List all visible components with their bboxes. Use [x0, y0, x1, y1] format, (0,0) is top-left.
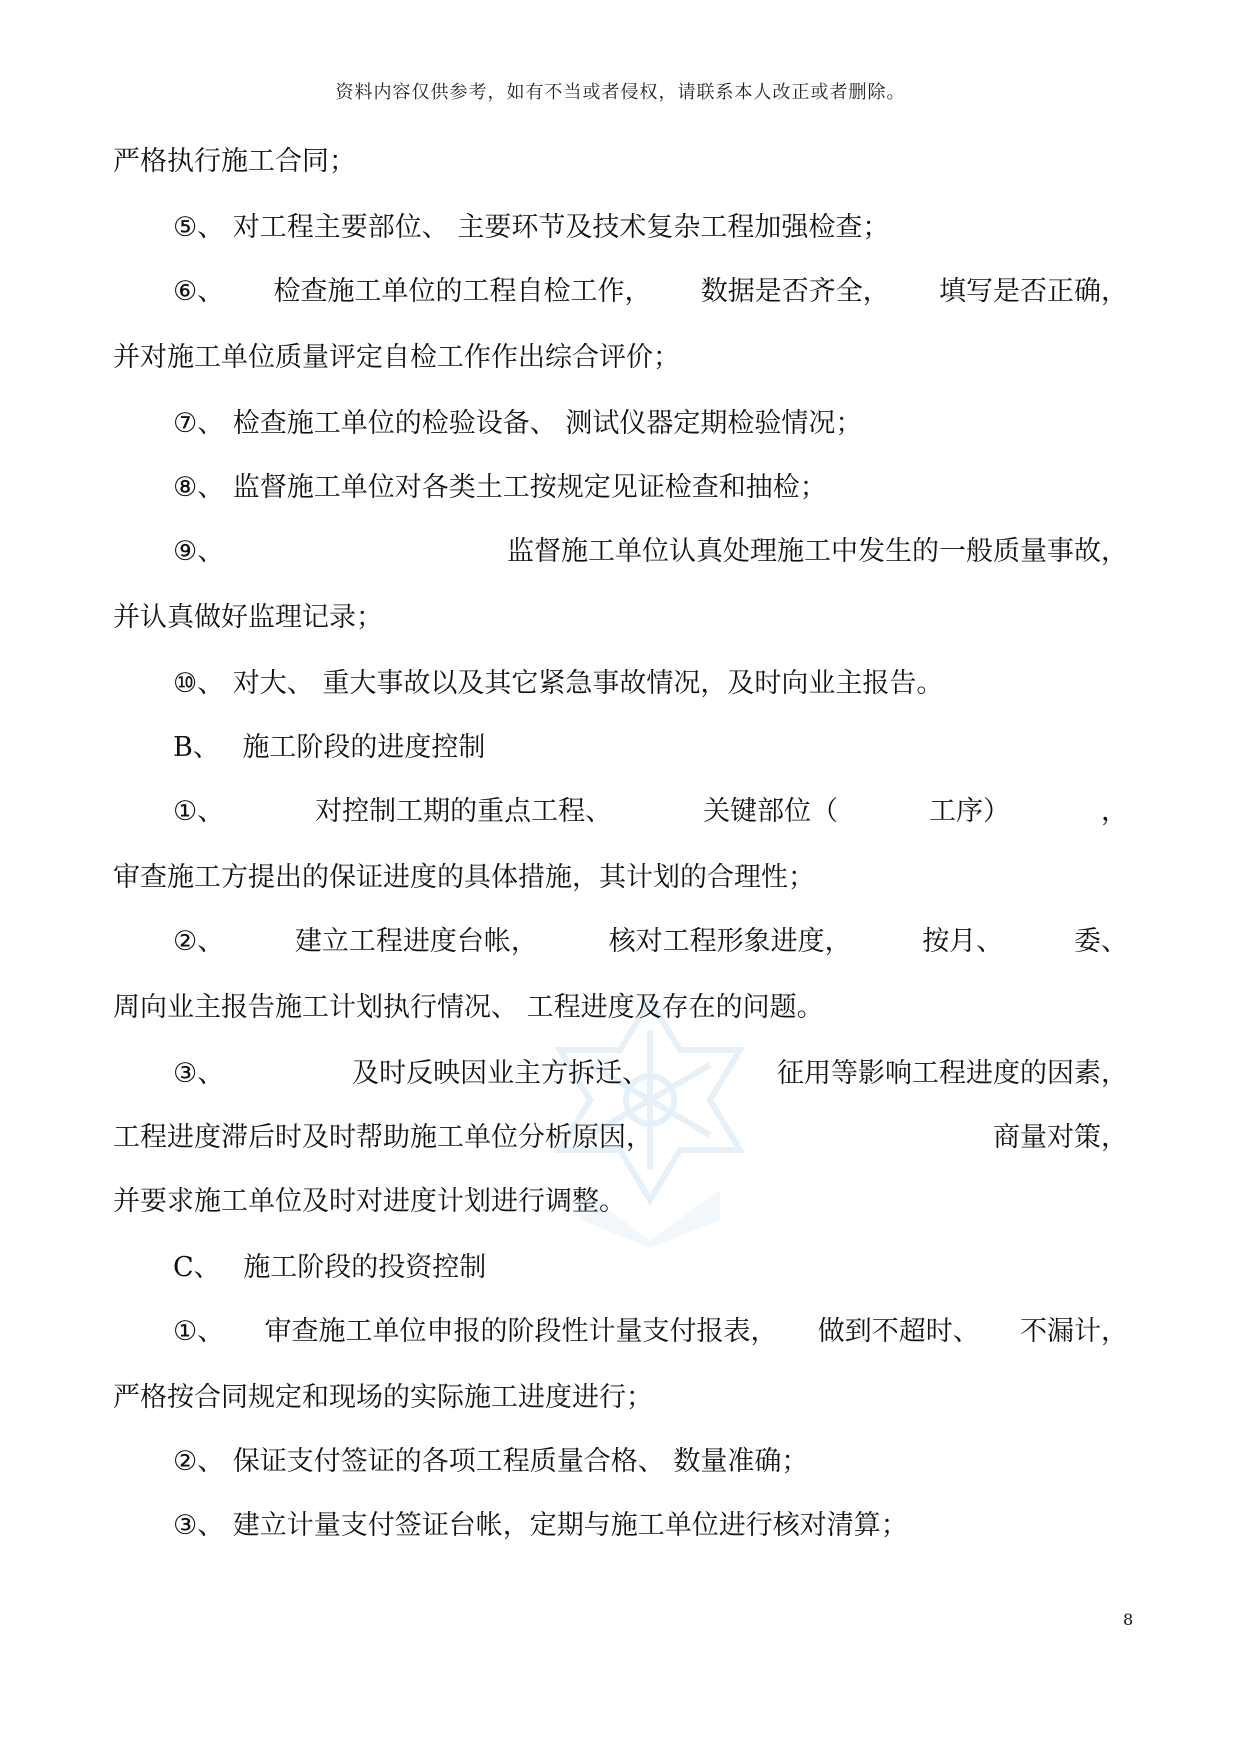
item-segment: 及时反映因业主方拆迁、: [352, 1058, 650, 1089]
item-marker: ⑥、: [173, 276, 225, 307]
page-number: 8: [1123, 1610, 1134, 1629]
item-segment: 建立工程进度台帐，: [294, 926, 538, 957]
section-title: 施工阶段的投资控制: [243, 1252, 487, 1283]
paragraph-line: 并对施工单位质量评定自检工作作出综合评价；: [113, 342, 680, 373]
line-segment: 商量对策，: [993, 1122, 1128, 1153]
item-segment: 征用等影响工程进度的因素，: [777, 1058, 1128, 1089]
item-segment: 核对工程形象进度，: [608, 926, 852, 957]
item-segment: 监督施工单位认真处理施工中发生的一般质量事故，: [507, 536, 1128, 567]
item-marker: ②、: [173, 926, 225, 957]
item-segment: 按月、: [922, 926, 1004, 957]
item-segment: 工序）: [929, 796, 1011, 827]
item-segment: 数据是否齐全，: [700, 276, 890, 307]
list-item: ②、 保证支付签证的各项工程质量合格、 数量准确；: [173, 1446, 809, 1477]
item-segment: 委、: [1073, 926, 1128, 957]
paragraph-line: 严格按合同规定和现场的实际施工进度进行；: [113, 1382, 653, 1413]
paragraph-line: [113, 1118, 1128, 1158]
item-marker: ①、: [173, 1316, 225, 1347]
paragraph-line: 严格执行施工合同；: [113, 146, 356, 177]
item-segment: 做到不超时、: [817, 1316, 980, 1347]
item-segment: 审查施工单位申报的阶段性计量支付报表，: [264, 1316, 778, 1347]
paragraph-line: 周向业主报告施工计划执行情况、 工程进度及存在的问题。: [113, 992, 824, 1023]
list-item: ⑤、 对工程主要部位、 主要环节及技术复杂工程加强检查；: [173, 212, 890, 243]
item-marker: ①、: [173, 796, 225, 827]
paragraph-line: 审查施工方提出的保证进度的具体措施，其计划的合理性；: [113, 862, 815, 893]
item-marker: ⑨、: [173, 536, 225, 567]
section-letter: C、: [173, 1252, 221, 1283]
paragraph-line: 并认真做好监理记录；: [113, 602, 383, 633]
list-item: [173, 532, 1128, 572]
list-item: ③、 建立计量支付签证台帐，定期与施工单位进行核对清算；: [173, 1510, 908, 1541]
paragraph-line: 并要求施工单位及时对进度计划进行调整。: [113, 1186, 626, 1217]
disclaimer-header: 资料内容仅供参考，如有不当或者侵权，请联系本人改正或者删除。: [335, 82, 906, 103]
item-segment: 检查施工单位的工程自检工作，: [273, 276, 652, 307]
list-item: [173, 922, 1128, 962]
item-segment: ，: [1100, 796, 1128, 827]
section-title: 施工阶段的进度控制: [242, 732, 486, 763]
item-segment: 填写是否正确，: [938, 276, 1128, 307]
item-segment: 对控制工期的重点工程、: [315, 796, 613, 827]
item-segment: 关键部位（: [703, 796, 839, 827]
item-segment: 不漏计，: [1019, 1316, 1128, 1347]
list-item: [173, 272, 1128, 312]
list-item: ⑦、 检查施工单位的检验设备、 测试仪器定期检验情况；: [173, 408, 863, 439]
section-letter: B、: [173, 732, 220, 763]
list-item: [173, 1054, 1128, 1094]
list-item: [173, 792, 1128, 832]
line-segment: 工程进度滞后时及时帮助施工单位分析原因，: [113, 1122, 653, 1153]
item-marker: ③、: [173, 1058, 225, 1089]
list-item: [173, 1312, 1128, 1352]
list-item: ⑩、 对大、 重大事故以及其它紧急事故情况，及时向业主报告。: [173, 668, 944, 699]
section-heading: [173, 728, 485, 768]
list-item: ⑧、 监督施工单位对各类土工按规定见证检查和抽检；: [173, 472, 827, 503]
section-heading: [173, 1248, 486, 1288]
